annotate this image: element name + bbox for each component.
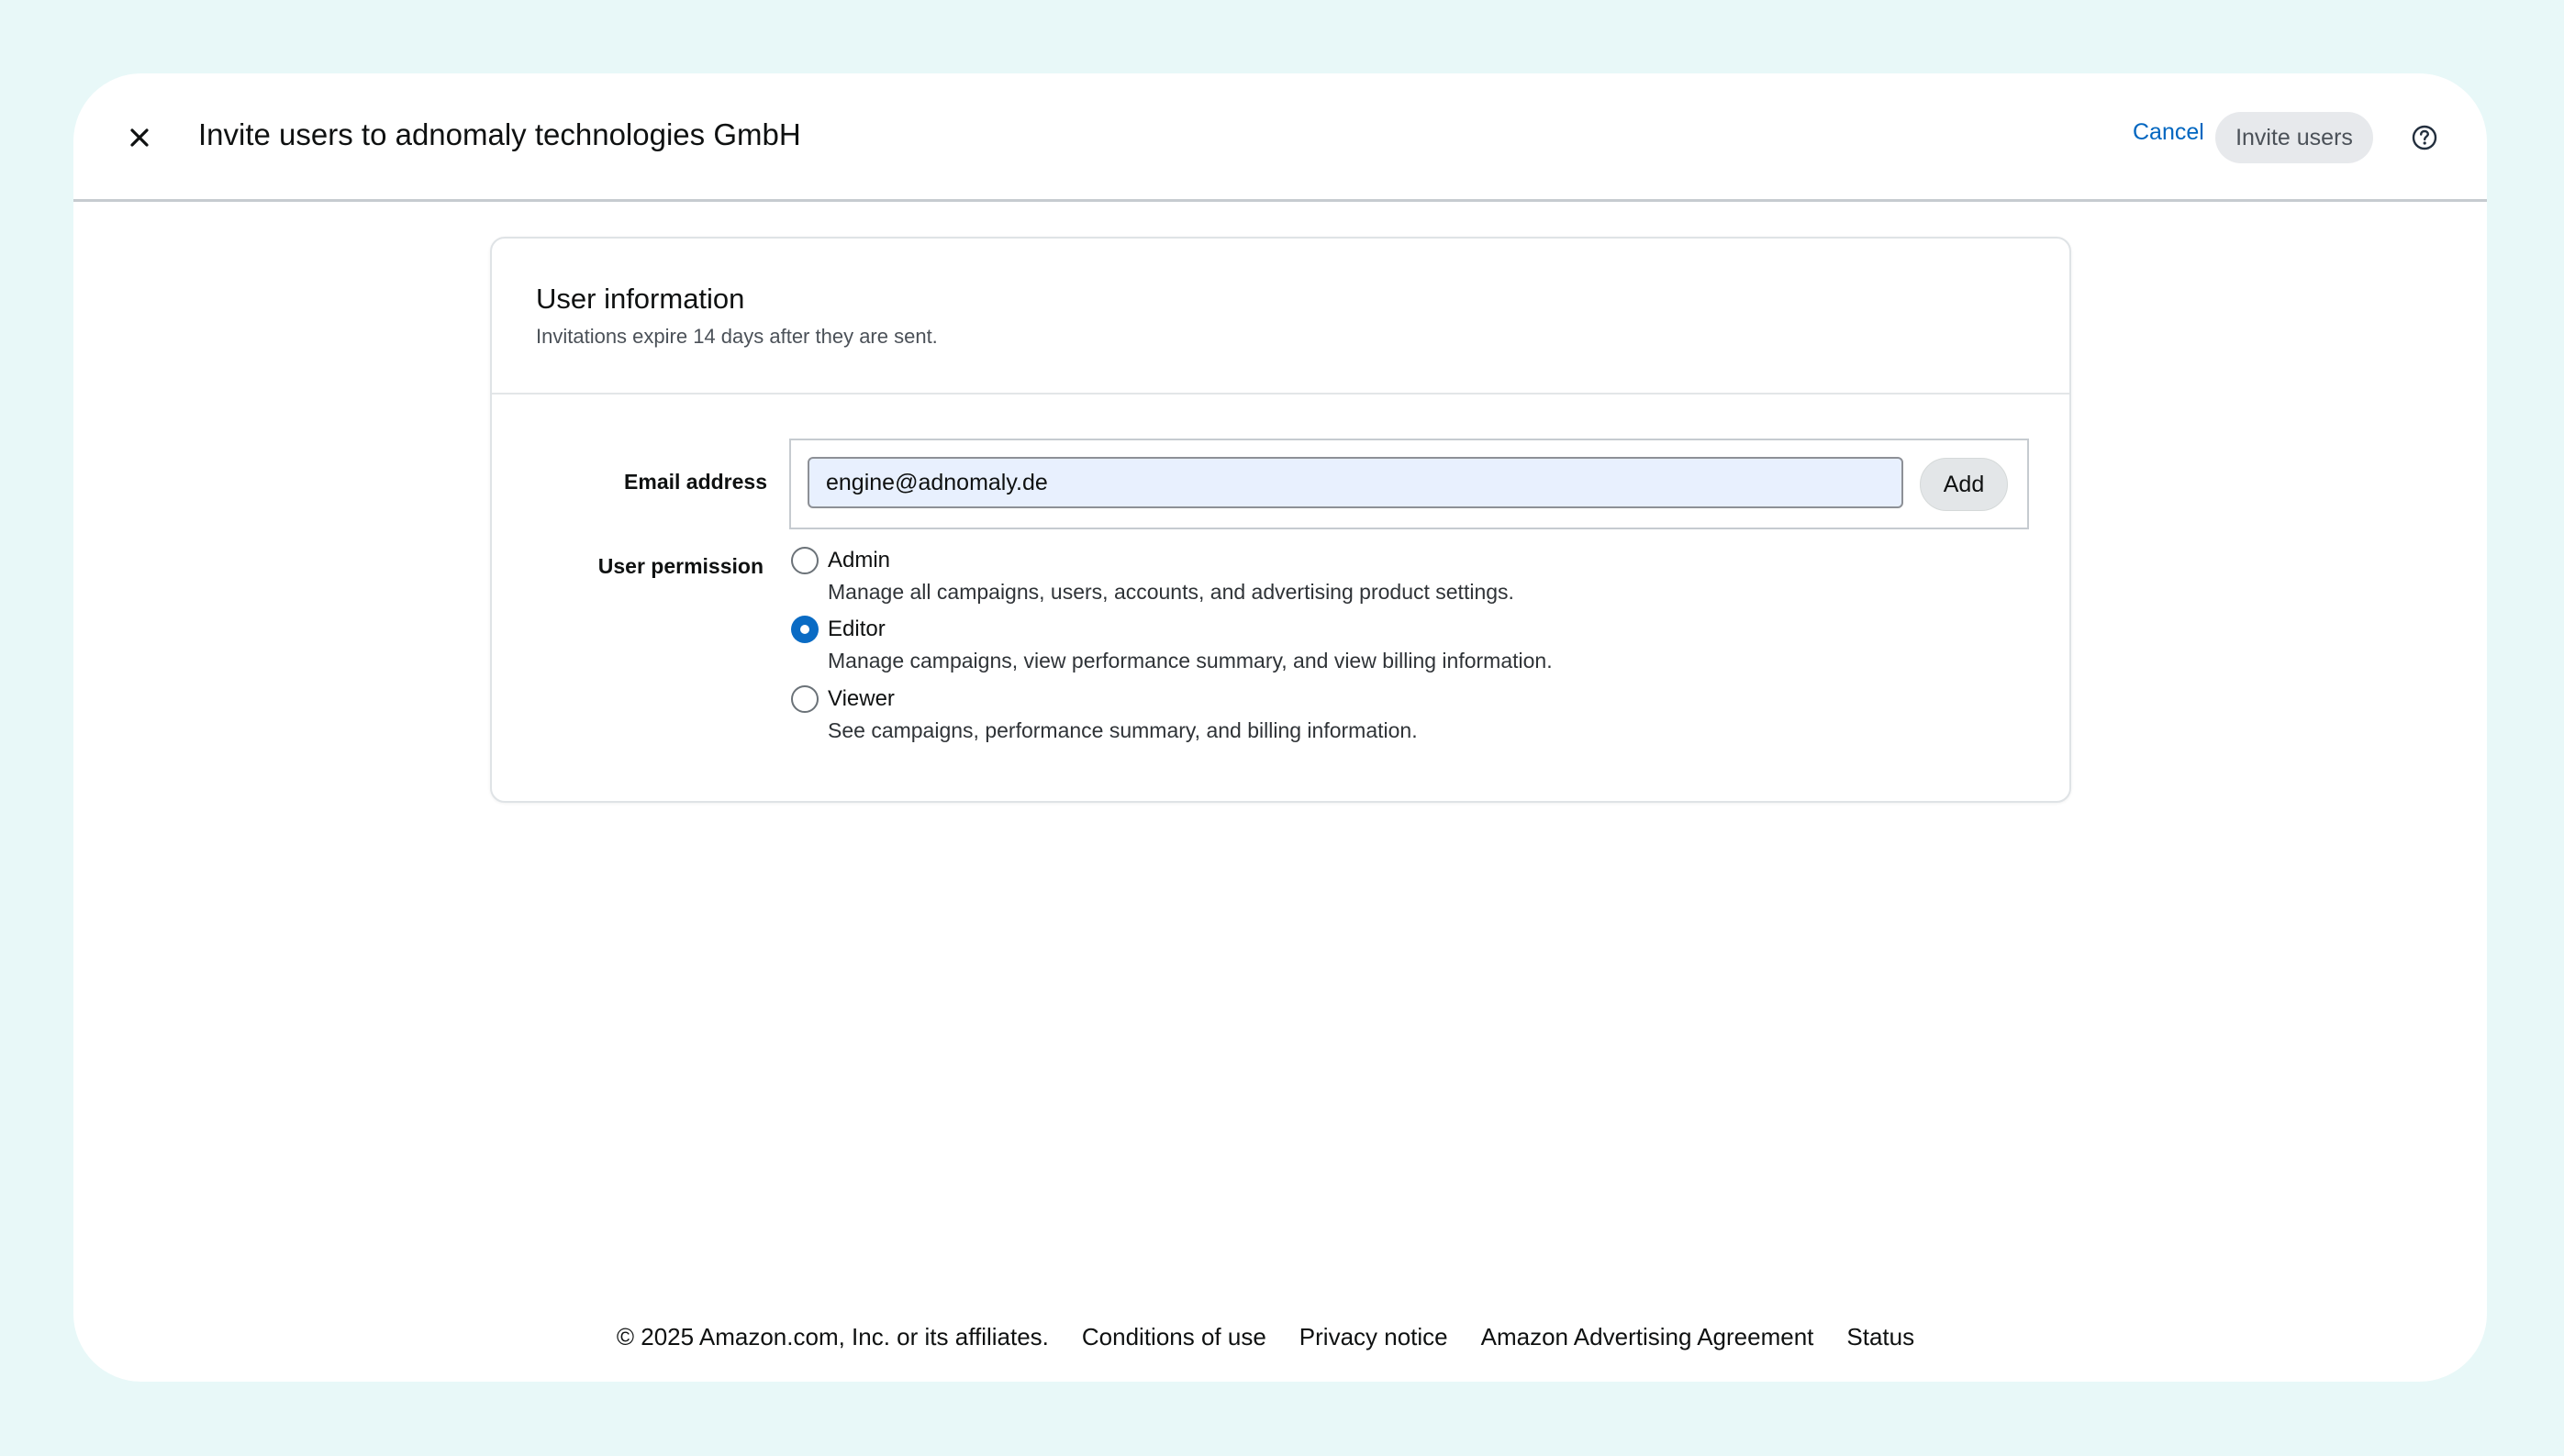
editor-description: Manage campaigns, view performance summary, and view billing information.: [828, 649, 1553, 672]
editor-radio[interactable]: [791, 616, 819, 643]
close-button[interactable]: [116, 114, 163, 161]
invite-users-button[interactable]: Invite users: [2215, 112, 2373, 163]
help-button[interactable]: [2408, 121, 2441, 154]
user-information-card: [490, 237, 2071, 803]
copyright-text: © 2025 Amazon.com, Inc. or its affiliates.: [616, 1323, 1049, 1350]
viewer-radio[interactable]: [791, 685, 819, 713]
editor-label[interactable]: Editor: [828, 617, 886, 641]
user-permission-label: User permission: [597, 554, 764, 578]
page-title: Invite users to adnomaly technologies GmbH: [198, 117, 801, 151]
email-address-label: Email address: [624, 470, 767, 494]
footer-link-conditions[interactable]: Conditions of use: [1081, 1323, 1266, 1350]
dialog-header: [73, 73, 2487, 202]
email-input[interactable]: [808, 457, 1903, 508]
admin-description: Manage all campaigns, users, accounts, and advertising product settings.: [828, 580, 1514, 604]
viewer-label[interactable]: Viewer: [828, 686, 895, 711]
card-header: [492, 239, 2069, 395]
invite-dialog: [73, 73, 2487, 1382]
footer-link-agreement[interactable]: Amazon Advertising Agreement: [1480, 1323, 1814, 1350]
card-subtitle: Invitations expire 14 days after they are sent.: [536, 325, 938, 348]
footer-link-status[interactable]: Status: [1846, 1323, 1915, 1350]
card-title: User information: [536, 283, 745, 315]
admin-radio[interactable]: [791, 547, 819, 574]
viewer-description: See campaigns, performance summary, and billing information.: [828, 718, 1418, 742]
add-button[interactable]: Add: [1920, 458, 2008, 511]
footer-link-privacy[interactable]: Privacy notice: [1299, 1323, 1448, 1350]
cancel-link[interactable]: Cancel: [2133, 119, 2204, 145]
help-icon: [2411, 124, 2438, 151]
admin-label[interactable]: Admin: [828, 548, 891, 572]
close-icon: [128, 127, 150, 149]
email-entry-group: [789, 439, 2029, 529]
footer: [73, 1323, 2472, 1351]
